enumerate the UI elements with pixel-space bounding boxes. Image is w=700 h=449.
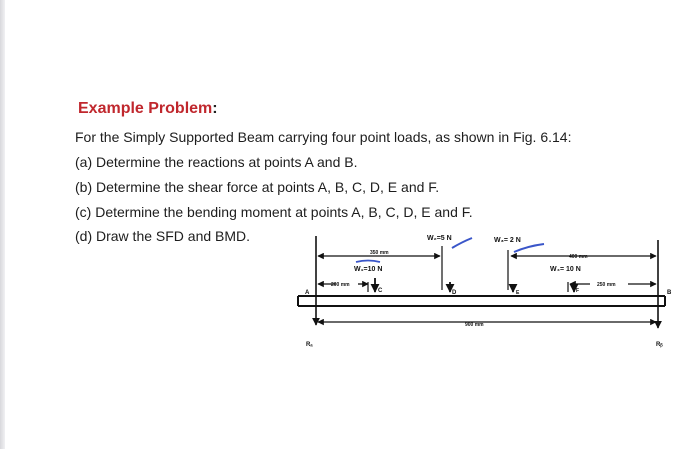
blue-underline-w3 <box>514 244 544 252</box>
blue-underline-w1 <box>356 261 380 263</box>
point-label-a: A <box>305 290 310 296</box>
load-label-w2: W₂=5 N <box>427 235 452 242</box>
point-label-f: F <box>576 288 580 294</box>
part-c: (c) Determine the bending moment at points A, B, C, D, E and F. <box>75 204 473 220</box>
part-b: (b) Determine the shear force at points A, B, C, D, E and F. <box>75 179 440 195</box>
point-label-b: B <box>667 290 672 296</box>
heading-text: Example Problem <box>78 100 213 117</box>
heading-colon: : <box>212 100 218 117</box>
dim-label-200: 200 mm <box>331 282 350 288</box>
point-label-e: E <box>516 290 520 296</box>
dim-label-350: 350 mm <box>370 250 389 256</box>
part-d: (d) Draw the SFD and BMD. <box>75 228 251 244</box>
dim-label-250: 250 mm <box>597 282 616 288</box>
part-a: (a) Determine the reactions at points A and B. <box>75 154 358 170</box>
beam <box>298 296 665 306</box>
dim-label-400: 400 mm <box>569 254 588 260</box>
load-label-w4: W₄= 10 N <box>550 266 581 273</box>
load-label-w3: W₃= 2 N <box>494 237 521 244</box>
blue-underline-w2 <box>452 238 472 248</box>
reaction-label-ra: Rₐ <box>306 342 313 348</box>
point-label-c: C <box>378 288 383 294</box>
reaction-label-rb: Rᵦ <box>656 342 663 348</box>
problem-intro: For the Simply Supported Beam carrying four point loads, as shown in Fig. 6.14: <box>75 129 572 145</box>
load-label-w1: W₁=10 N <box>354 266 383 273</box>
dim-label-900: 900 mm <box>465 322 484 328</box>
point-label-d: D <box>452 290 457 296</box>
